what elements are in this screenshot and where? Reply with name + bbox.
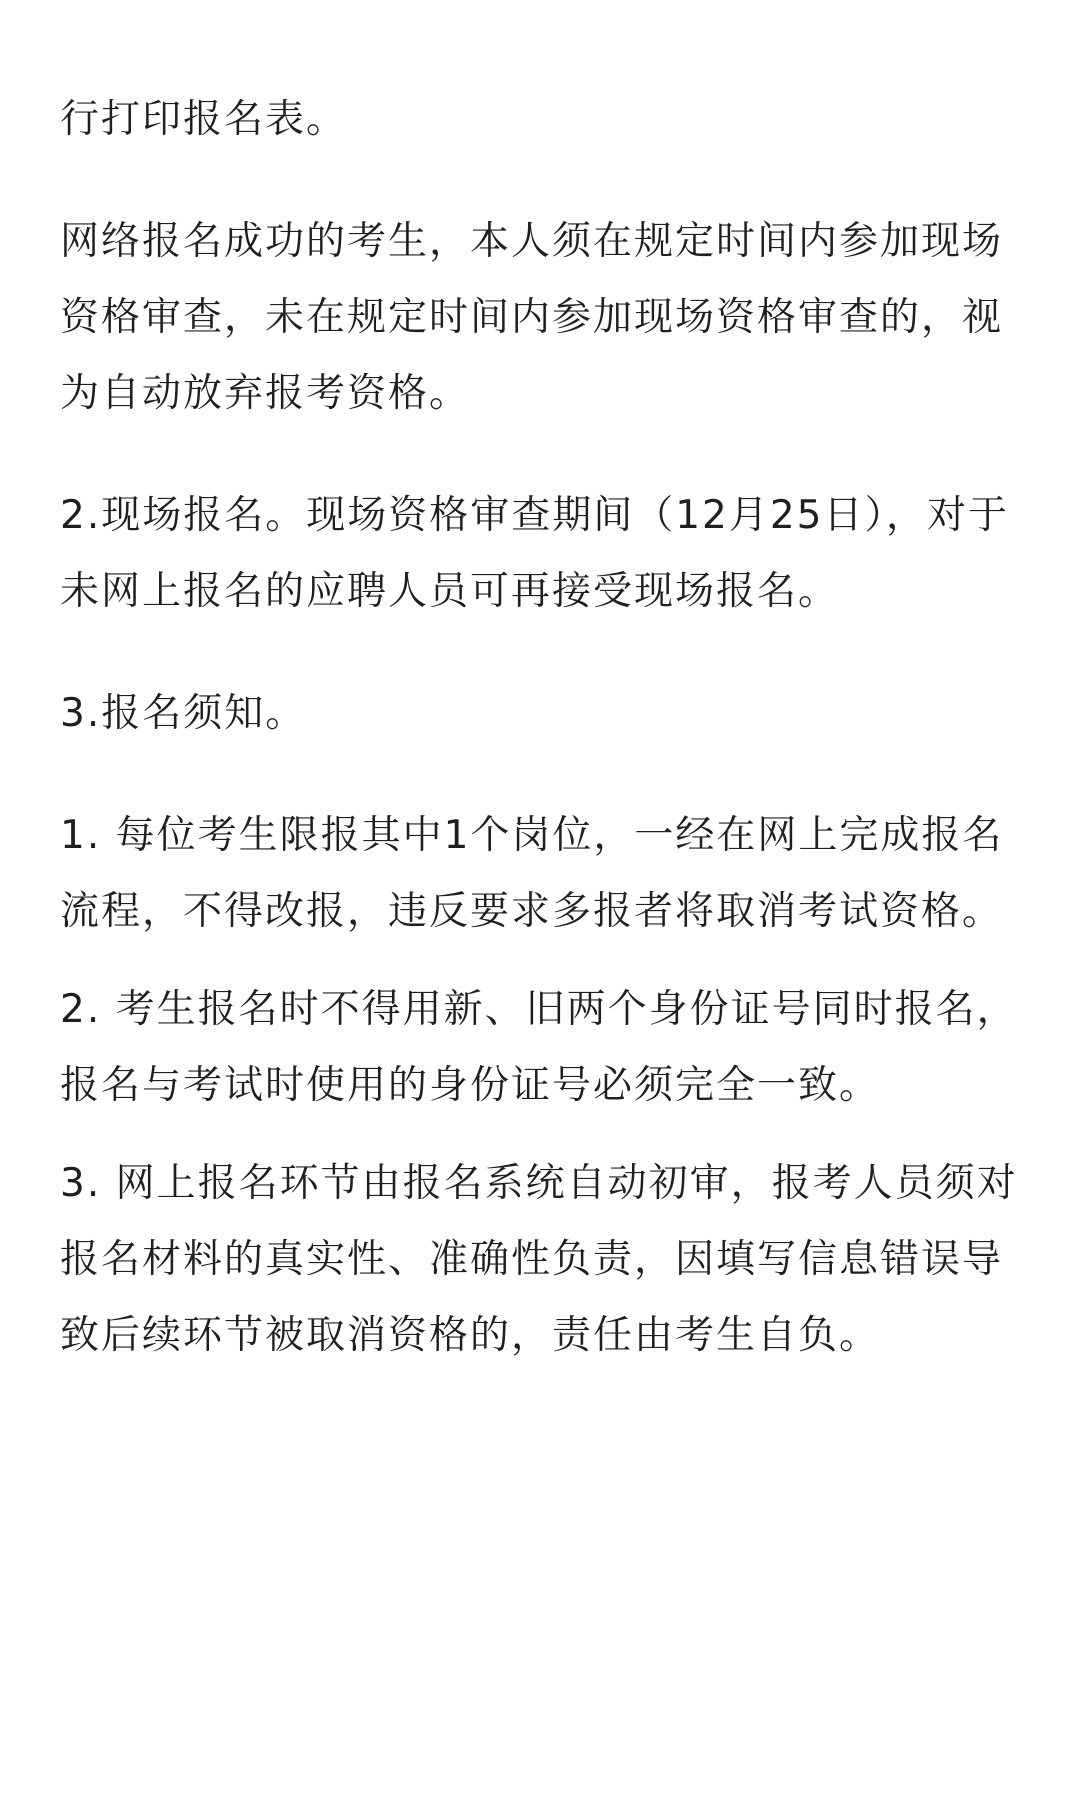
paragraph-notice-item-3: 3. 网上报名环节由报名系统自动初审，报考人员须对报名材料的真实性、准确性负责，因填写信息错误导致后续环节被取消资格的，责任由考生自负。 [60,1161,1018,1358]
paragraph-onsite-registration: 2.现场报名。现场资格审查期间（12月25日），对于未网上报名的应聘人员可再接受现场报名。 [60,493,1009,614]
paragraph-notice-item-2: 2. 考生报名时不得用新、旧两个身份证号同时报名，报名与考试时使用的身份证号必须完全一致。 [60,987,1018,1108]
paragraph-registration-notice-heading: 3.报名须知。 [60,691,307,736]
paragraph-print-form: 行打印报名表。 [60,97,348,142]
paragraph-online-registration: 网络报名成功的考生，本人须在规定时间内参加现场资格审查，未在规定时间内参加现场资格审查的，视为自动放弃报考资格。 [60,219,1004,416]
article-body [60,82,1030,1374]
paragraph-notice-item-1: 1. 每位考生限报其中1个岗位，一经在网上完成报名流程，不得改报，违反要求多报者将取消考试资格。 [60,813,1004,934]
